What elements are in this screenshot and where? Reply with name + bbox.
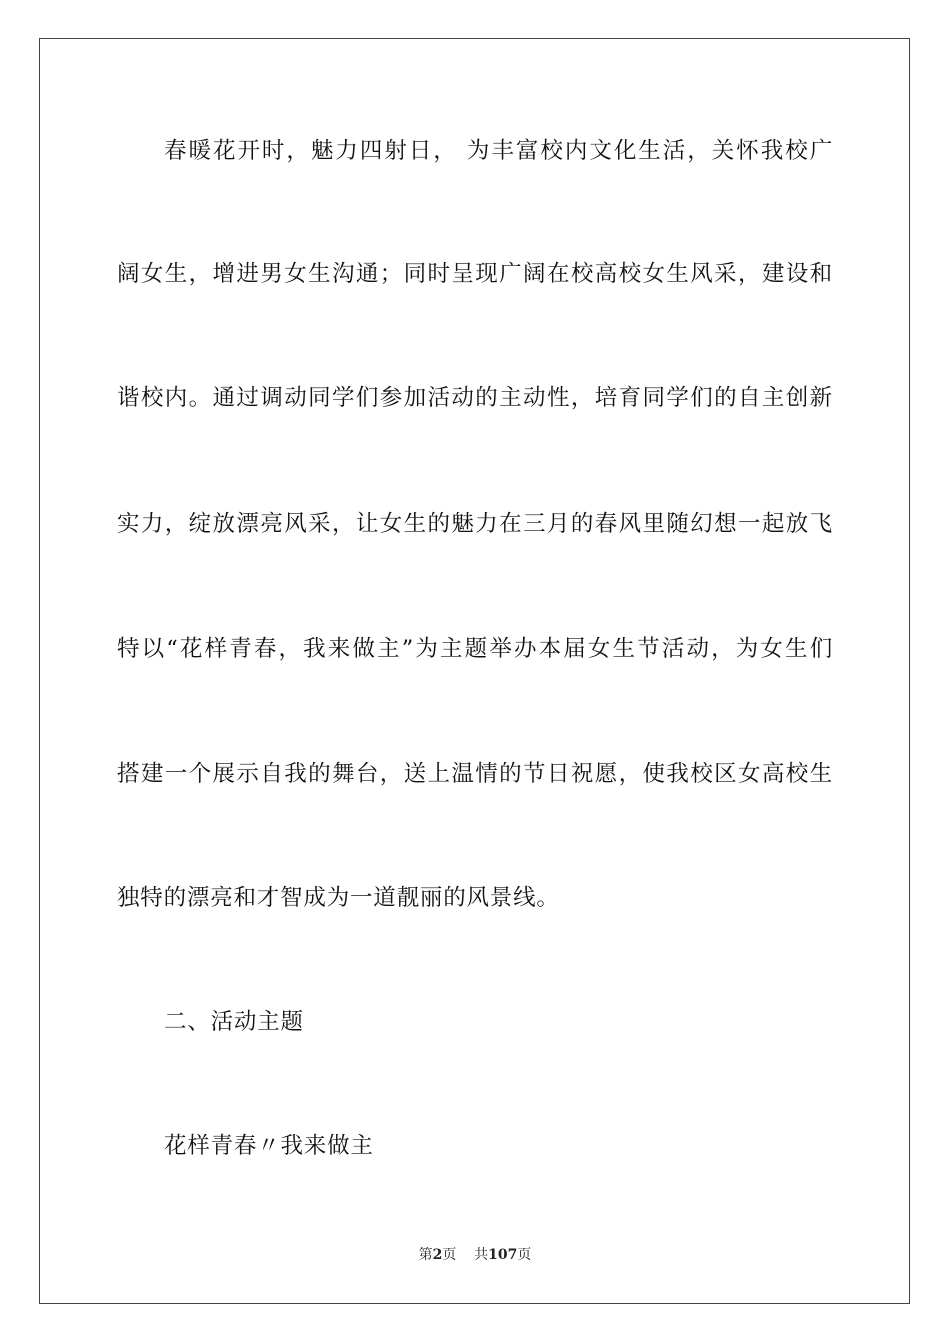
footer-page-number: 2: [432, 1247, 443, 1263]
footer-total-suffix: 页: [517, 1247, 532, 1263]
paragraph-line: 阔女生，增进男女生沟通；同时呈现广阔在校高校女生风采，建设和: [117, 261, 833, 287]
footer-total-prefix: 共: [474, 1247, 489, 1263]
theme-text: 花样青春〃我来做主: [164, 1133, 374, 1159]
footer-page-suffix: 页: [442, 1247, 457, 1263]
page-footer: [0, 1246, 950, 1264]
paragraph-line: 特以“花样青春，我来做主”为主题举办本届女生节活动，为女生们: [117, 636, 833, 662]
footer-page-prefix: 第: [418, 1247, 433, 1263]
section-heading: 二、活动主题: [164, 1009, 304, 1035]
paragraph-line: 搭建一个展示自我的舞台，送上温情的节日祝愿，使我校区女高校生: [117, 761, 833, 787]
paragraph-line: 谐校内。通过调动同学们参加活动的主动性，培育同学们的自主创新: [117, 385, 833, 411]
paragraph-line-last: 独特的漂亮和才智成为一道靓丽的风景线。: [117, 885, 560, 911]
paragraph-line: 春暖花开时，魅力四射日， 为丰富校内文化生活，关怀我校广: [164, 138, 833, 164]
footer-total-pages: 107: [488, 1247, 518, 1263]
paragraph-line: 实力，绽放漂亮风采，让女生的魅力在三月的春风里随幻想一起放飞: [117, 511, 833, 537]
page-frame: [39, 38, 910, 1304]
